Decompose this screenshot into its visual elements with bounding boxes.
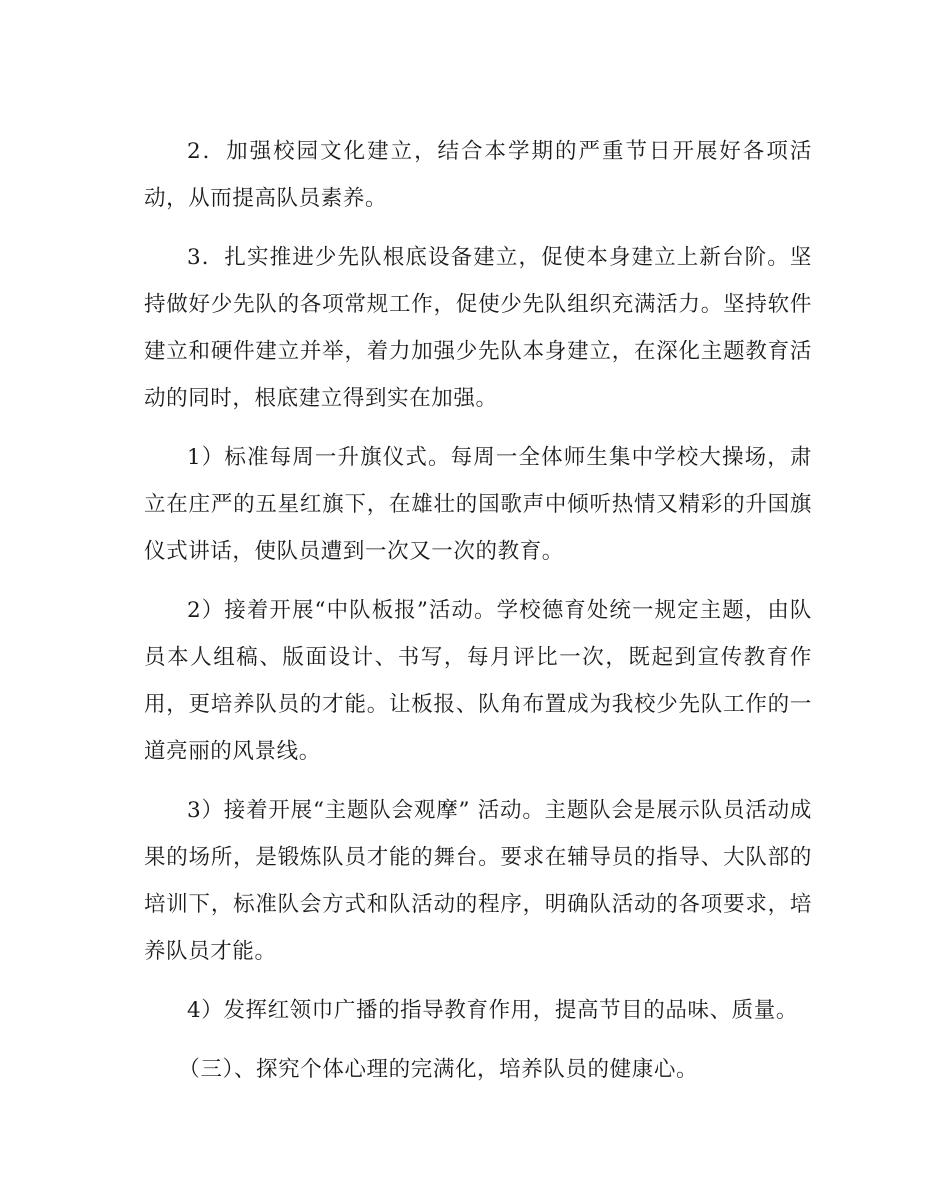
paragraph-item-2: 2．加强校园文化建立，结合本学期的严重节日开展好各项活动，从而提高队员素养。 — [144, 139, 812, 211]
document-body — [144, 128, 812, 1105]
section-heading-3: （三）、探究个体心理的完满化，培养队员的健康心。 — [178, 1057, 699, 1082]
paragraph-subitem-3: 3）接着开展“主题队会观摩” 活动。主题队会是展示队员活动成果的场所，是锻炼队员才能的舞台。要求在辅导员的指导、大队部的培训下，标准队会方式和队活动的程序，明确队活动的各项要求，培养队员才能。 — [144, 798, 812, 964]
paragraph-item-3: 3．扎实推进少先队根底设备建立，促使本身建立上新台阶。坚持做好少先队的各项常规工作，促使少先队组织充满活力。坚持软件建立和硬件建立并举，着力加强少先队本身建立，在深化主题教育活动的同时，根底建立得到实在加强。 — [144, 245, 812, 411]
paragraph-subitem-1: 1）标准每周一升旗仪式。每周一全体师生集中学校大操场，肃立在庄严的五星红旗下，在雄壮的国歌声中倾听热情又精彩的升国旗仪式讲话，使队员遭到一次又一次的教育。 — [144, 445, 812, 564]
paragraph-subitem-4: 4）发挥红领巾广播的指导教育作用，提高节目的品味、质量。 — [187, 998, 798, 1023]
paragraph-subitem-2: 2）接着开展“中队板报”活动。学校德育处统一规定主题，由队员本人组稿、版面设计、书写，每月评比一次，既起到宣传教育作用，更培养队员的才能。让板报、队角布置成为我校少先队工作的一道亮丽的风景线。 — [144, 598, 812, 764]
